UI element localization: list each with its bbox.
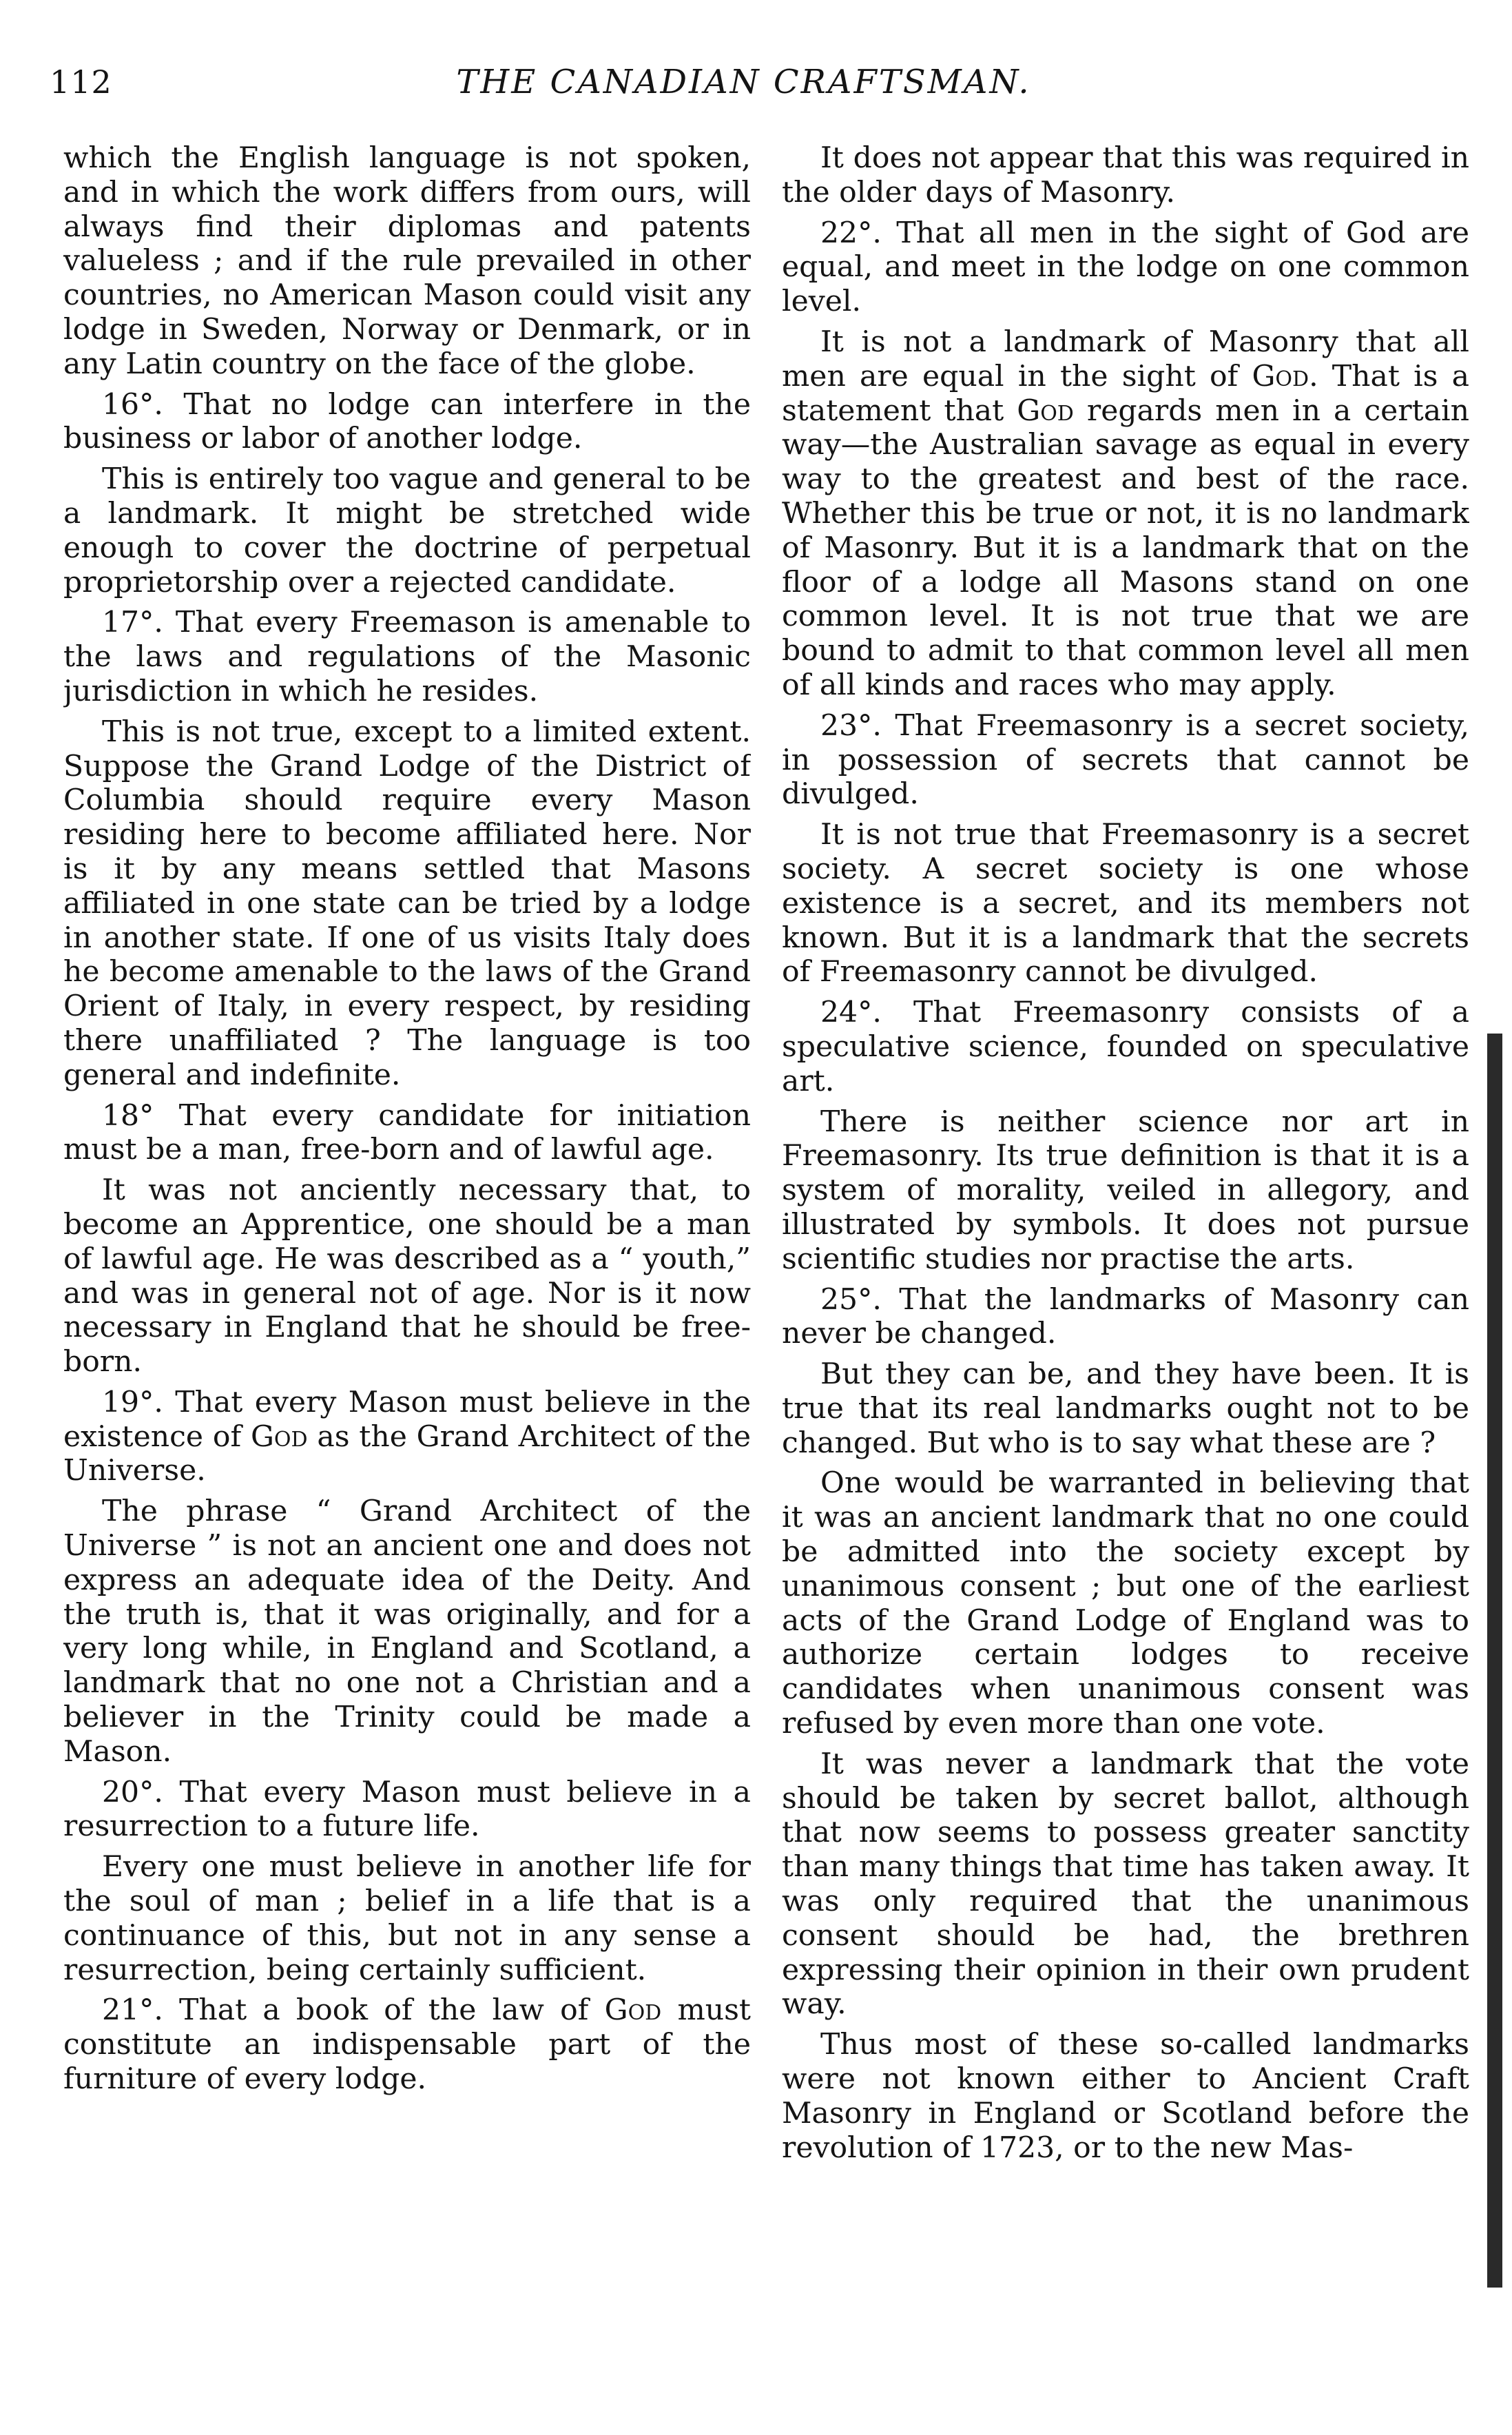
paragraph: It does not appear that this was required in the older days of Masonry. (782, 141, 1469, 209)
paragraph: 20°. That every Mason must believe in a resurrection to a future life. (63, 1775, 751, 1844)
text-run: . That is a statement that (782, 359, 1469, 428)
paragraph: It was not anciently necessary that, to become an Apprentice, one should be a man of lawful age. He was described as a “ youth,” and was in general not of age. Nor is it now necessary in England that he should be free-born. (63, 1173, 751, 1379)
paragraph: 25°. That the landmarks of Masonry can never be changed. (782, 1282, 1469, 1351)
small-caps-god: God (1017, 393, 1074, 428)
paragraph: 24°. That Freemasonry consists of a speculative science, founded on speculative art. (782, 996, 1469, 1098)
paragraph: Every one must believe in another life for the soul of man ; belief in a life that is a continuance of this, but not in any sense a resurrection, being certainly sufficient. (63, 1850, 751, 1987)
small-caps-god: God (1252, 359, 1309, 393)
paragraph: 23°. That Freemasonry is a secret society, in possession of secrets that cannot be divulged. (782, 708, 1469, 812)
paragraph: 22°. That all men in the sight of God are equal, and meet in the lodge on one common level. (782, 216, 1469, 319)
text-run: as the Grand Architect of the Universe. (63, 1419, 751, 1488)
paragraph: 18° That every candidate for initiation must be a man, free-born and of lawful age. (63, 1098, 751, 1167)
paragraph: The phrase “ Grand Architect of the Universe ” is not an ancient one and does not express an adequate idea of the Deity. And the truth is, that it was originally, and for a very long while, in England and Scotland, a landmark that no one not a Christian and a believer in the Trinity could be made a Mason. (63, 1494, 751, 1769)
paragraph: There is neither science nor art in Freemasonry. Its true definition is that it is a system of morality, veiled in allegory, and illustrated by symbols. It does not pursue scientific studies nor practise the arts. (782, 1105, 1469, 1276)
paragraph: It was never a landmark that the vote should be taken by secret ballot, although that now seems to possess greater sanctity than many things that time has taken away. It was only required that the unanimous consent should be had, the brethren expressing their opinion in their own prudent way. (782, 1747, 1469, 2022)
paragraph (782, 325, 1469, 703)
paragraph: But they can be, and they have been. It is true that its real landmarks ought not to be changed. But who is to say what these are ? (782, 1357, 1469, 1460)
journal-title: THE CANADIAN CRAFTSMAN. (456, 63, 1031, 101)
paragraph (63, 1993, 751, 2096)
paragraph: 16°. That no lodge can interfere in the business or labor of another lodge. (63, 387, 751, 456)
small-caps-god: God (604, 1993, 662, 2028)
scan-edge-shadow (1487, 1034, 1502, 2288)
right-column (782, 141, 1469, 2401)
paragraph: One would be warranted in believing that it was an ancient landmark that no one could be admitted into the society except by unanimous consent ; but one of the earliest acts of the Grand Lodge of England was to authorize certain lodges to receive candidates when unanimous consent was refused by even more than one vote. (782, 1466, 1469, 1741)
small-caps-god: God (250, 1419, 308, 1454)
paragraph (63, 1386, 751, 1488)
paragraph: This is not true, except to a limited extent. Suppose the Grand Lodge of the District of Columbia should require every Mason residing here to become affiliated here. Nor is it by any means settled that Masons affiliated in one state can be tried by a lodge in another state. If one of us visits Italy does he become amenable to the laws of the Grand Orient of Italy, in every respect, by residing there unaffiliated ? The language is too general and indefinite. (63, 715, 751, 1092)
text-run: It is not a landmark of Masonry that all men are equal in the sight of (782, 325, 1469, 393)
paragraph: It is not true that Freemasonry is a secret society. A secret society is one whose existence is a secret, and its members not known. But it is a landmark that the secrets of Freemasonry cannot be divulged. (782, 818, 1469, 989)
paragraph: This is entirely too vague and general to be a landmark. It might be stretched wide enough to cover the doctrine of perpetual proprietorship over a rejected candidate. (63, 462, 751, 599)
text-run: must constitute an indispensable part of the furniture of every lodge. (63, 1993, 751, 2097)
text-run: 21°. That a book of the law of (102, 1993, 589, 2028)
paragraph: Thus most of these so-called landmarks were not known either to Ancient Craft Masonry in England or Scotland before the revolution of 1723, or to the new Mas- (782, 2028, 1469, 2165)
page-header (50, 58, 1438, 106)
text-run: regards men in a certain way—the Australian savage as equal in every way to the greatest and best of the race. Whether this be true or not, it is no landmark of Masonry. But it is a landmark that on the floor of a lodge all Masons stand on one common level. It is not true that we are bound to admit to that common level all men of all kinds and races who may apply. (782, 393, 1469, 702)
text-run: 19°. That every Mason must believe in the existence of (63, 1385, 751, 1454)
paragraph: 17°. That every Freemason is amenable to the laws and regulations of the Masonic jurisdiction in which he resides. (63, 606, 751, 708)
left-column (63, 141, 751, 2401)
paragraph: which the English language is not spoken, and in which the work differs from ours, will always find their diplomas and patents valueless ; and if the rule prevailed in other countries, no American Mason could visit any lodge in Sweden, Norway or Denmark, or in any Latin country on the face of the globe. (63, 141, 751, 381)
page-number: 112 (50, 63, 112, 101)
